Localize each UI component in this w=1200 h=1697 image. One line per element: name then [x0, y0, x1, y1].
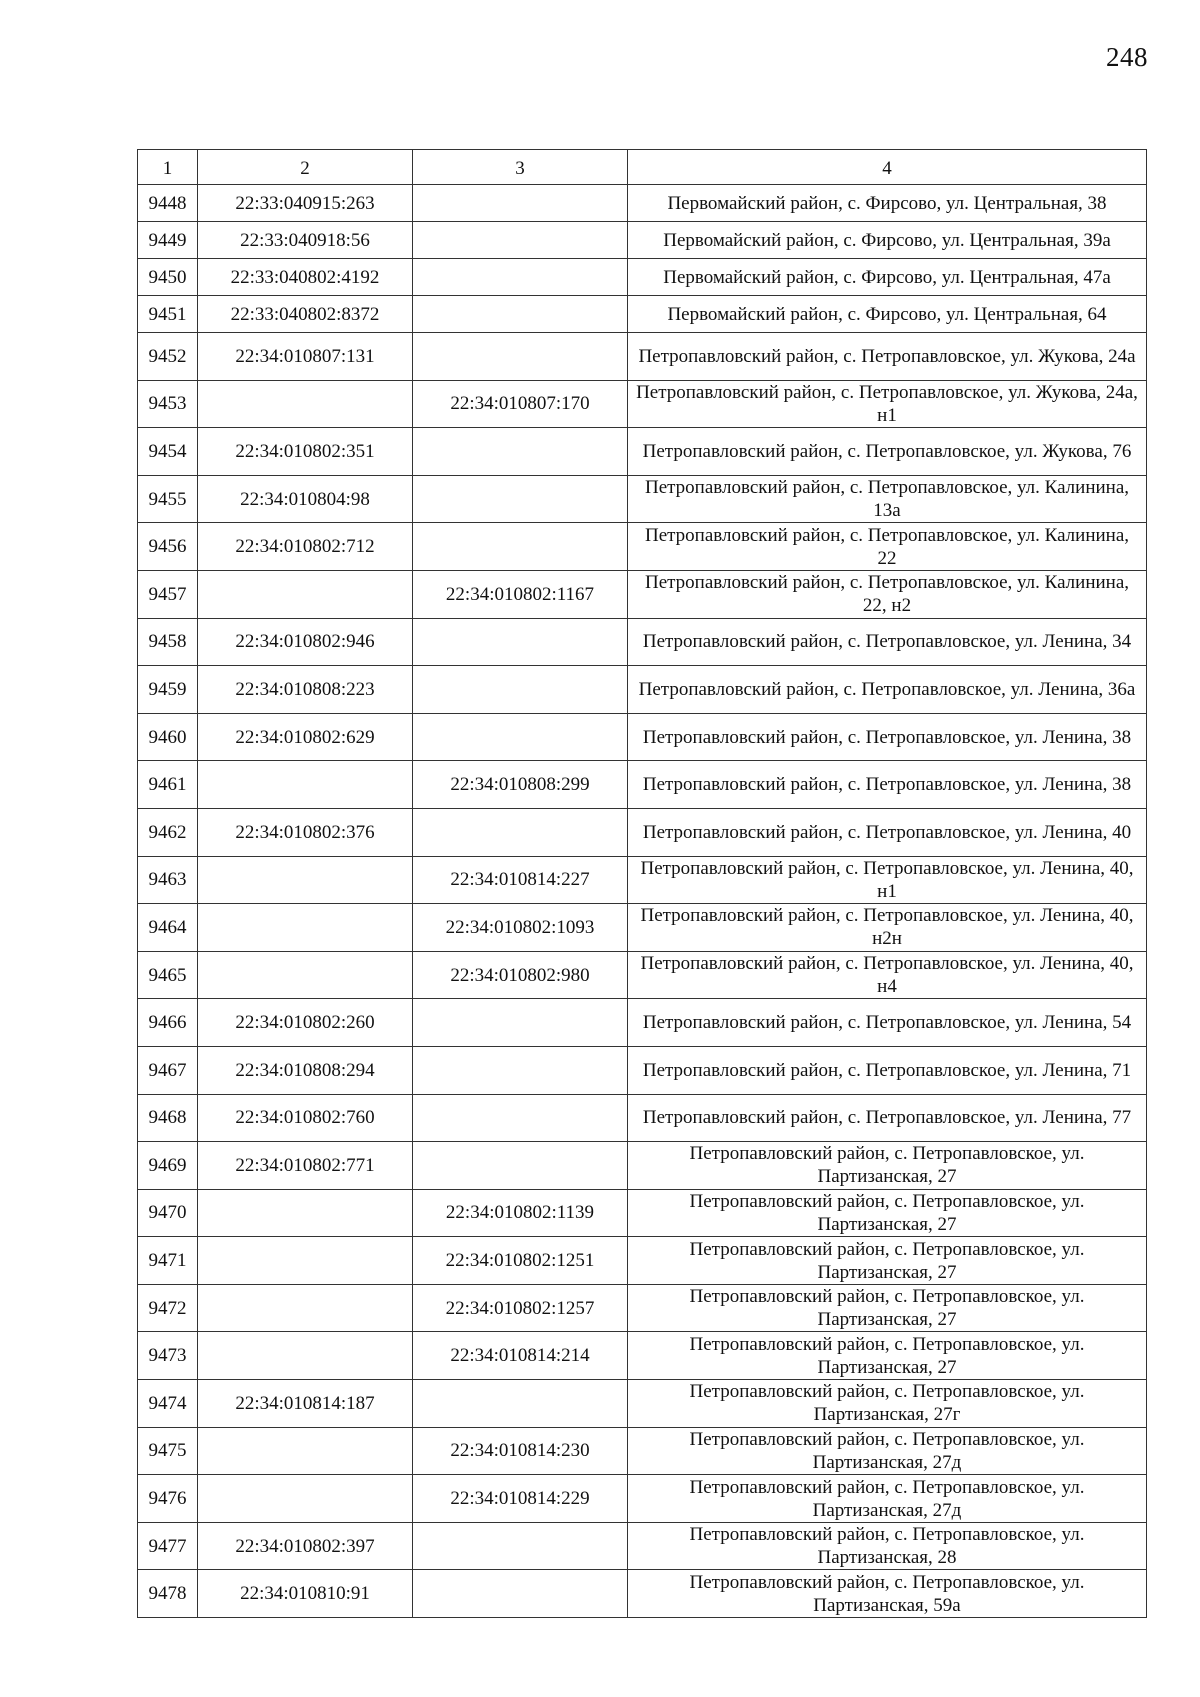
- table-row: [138, 333, 1147, 381]
- cadastral-number-cell: 22:34:010804:98: [198, 475, 413, 523]
- premises-cadastral-number-cell: 22:34:010802:1251: [413, 1237, 628, 1285]
- table-row: [138, 380, 1147, 428]
- table-row: [138, 1380, 1147, 1428]
- page-number: 248: [1106, 42, 1148, 72]
- address-cell: Петропавловский район, с. Петропавловское, ул. Партизанская, 27: [628, 1189, 1147, 1237]
- table-row: [138, 475, 1147, 523]
- table-row: [138, 904, 1147, 952]
- premises-cadastral-number-cell: [413, 666, 628, 714]
- cadastral-number-cell: [198, 761, 413, 809]
- address-cell: Петропавловский район, с. Петропавловское, ул. Партизанская, 59а: [628, 1570, 1147, 1618]
- address-cell: Петропавловский район, с. Петропавловское, ул. Ленина, 40, н1: [628, 856, 1147, 904]
- table-row: [138, 856, 1147, 904]
- address-cell: Петропавловский район, с. Петропавловское, ул. Партизанская, 27г: [628, 1380, 1147, 1428]
- header-col-3: 3: [413, 150, 628, 185]
- premises-cadastral-number-cell: 22:34:010802:1093: [413, 904, 628, 952]
- cadastral-number-cell: [198, 570, 413, 618]
- cadastral-number-cell: 22:34:010802:376: [198, 808, 413, 856]
- cadastral-number-cell: [198, 1475, 413, 1523]
- cadastral-number-cell: 22:34:010802:760: [198, 1094, 413, 1142]
- row-number-cell: 9469: [138, 1142, 198, 1190]
- row-number-cell: 9451: [138, 296, 198, 333]
- row-number-cell: 9467: [138, 1046, 198, 1094]
- address-cell: Петропавловский район, с. Петропавловское, ул. Партизанская, 27: [628, 1332, 1147, 1380]
- address-cell: Первомайский район, с. Фирсово, ул. Центральная, 39а: [628, 222, 1147, 259]
- cadastral-number-cell: [198, 380, 413, 428]
- table-row: [138, 1332, 1147, 1380]
- premises-cadastral-number-cell: [413, 1522, 628, 1570]
- cadastral-number-cell: 22:34:010802:397: [198, 1522, 413, 1570]
- cadastral-number-cell: 22:34:010802:260: [198, 999, 413, 1047]
- table-row: [138, 185, 1147, 222]
- address-cell: Петропавловский район, с. Петропавловское, ул. Калинина, 22, н2: [628, 570, 1147, 618]
- address-cell: Петропавловский район, с. Петропавловское, ул. Ленина, 34: [628, 618, 1147, 666]
- cadastral-number-cell: [198, 1427, 413, 1475]
- premises-cadastral-number-cell: [413, 222, 628, 259]
- address-cell: Петропавловский район, с. Петропавловское, ул. Ленина, 40, н4: [628, 951, 1147, 999]
- table-row: [138, 666, 1147, 714]
- row-number-cell: 9473: [138, 1332, 198, 1380]
- row-number-cell: 9471: [138, 1237, 198, 1285]
- header-col-2: 2: [198, 150, 413, 185]
- address-cell: Петропавловский район, с. Петропавловское, ул. Калинина, 22: [628, 523, 1147, 571]
- cadastral-number-cell: 22:34:010802:712: [198, 523, 413, 571]
- premises-cadastral-number-cell: [413, 475, 628, 523]
- premises-cadastral-number-cell: 22:34:010814:230: [413, 1427, 628, 1475]
- premises-cadastral-number-cell: 22:34:010802:980: [413, 951, 628, 999]
- row-number-cell: 9461: [138, 761, 198, 809]
- cadastral-number-cell: 22:34:010802:351: [198, 428, 413, 476]
- cadastral-number-cell: 22:34:010810:91: [198, 1570, 413, 1618]
- row-number-cell: 9454: [138, 428, 198, 476]
- address-cell: Петропавловский район, с. Петропавловское, ул. Партизанская, 27: [628, 1142, 1147, 1190]
- table-row: [138, 951, 1147, 999]
- address-cell: Петропавловский район, с. Петропавловское, ул. Ленина, 38: [628, 713, 1147, 761]
- cadastral-number-cell: [198, 1284, 413, 1332]
- cadastral-number-cell: 22:34:010802:771: [198, 1142, 413, 1190]
- cadastral-number-cell: [198, 904, 413, 952]
- cadastral-number-cell: 22:34:010814:187: [198, 1380, 413, 1428]
- premises-cadastral-number-cell: 22:34:010802:1139: [413, 1189, 628, 1237]
- row-number-cell: 9470: [138, 1189, 198, 1237]
- premises-cadastral-number-cell: [413, 523, 628, 571]
- premises-cadastral-number-cell: [413, 808, 628, 856]
- premises-cadastral-number-cell: 22:34:010808:299: [413, 761, 628, 809]
- row-number-cell: 9456: [138, 523, 198, 571]
- table-row: [138, 1046, 1147, 1094]
- address-cell: Петропавловский район, с. Петропавловское, ул. Жукова, 24а, н1: [628, 380, 1147, 428]
- address-cell: Петропавловский район, с. Петропавловское, ул. Ленина, 54: [628, 999, 1147, 1047]
- header-col-4: 4: [628, 150, 1147, 185]
- premises-cadastral-number-cell: [413, 1380, 628, 1428]
- table-row: [138, 1475, 1147, 1523]
- row-number-cell: 9462: [138, 808, 198, 856]
- cadastral-number-cell: 22:34:010808:223: [198, 666, 413, 714]
- premises-cadastral-number-cell: [413, 999, 628, 1047]
- address-cell: Петропавловский район, с. Петропавловское, ул. Ленина, 36а: [628, 666, 1147, 714]
- row-number-cell: 9468: [138, 1094, 198, 1142]
- cadastral-number-cell: 22:33:040802:8372: [198, 296, 413, 333]
- premises-cadastral-number-cell: 22:34:010814:227: [413, 856, 628, 904]
- premises-cadastral-number-cell: [413, 1570, 628, 1618]
- row-number-cell: 9448: [138, 185, 198, 222]
- premises-cadastral-number-cell: [413, 713, 628, 761]
- row-number-cell: 9460: [138, 713, 198, 761]
- premises-cadastral-number-cell: [413, 1142, 628, 1190]
- table-row: [138, 523, 1147, 571]
- header-col-1: 1: [138, 150, 198, 185]
- premises-cadastral-number-cell: [413, 1046, 628, 1094]
- premises-cadastral-number-cell: 22:34:010807:170: [413, 380, 628, 428]
- premises-cadastral-number-cell: [413, 185, 628, 222]
- cadastral-number-cell: [198, 856, 413, 904]
- table-row: [138, 428, 1147, 476]
- cadastral-number-cell: 22:33:040918:56: [198, 222, 413, 259]
- cadastral-number-cell: 22:34:010802:629: [198, 713, 413, 761]
- address-cell: Петропавловский район, с. Петропавловское, ул. Партизанская, 28: [628, 1522, 1147, 1570]
- row-number-cell: 9464: [138, 904, 198, 952]
- premises-cadastral-number-cell: 22:34:010814:214: [413, 1332, 628, 1380]
- address-cell: Первомайский район, с. Фирсово, ул. Центральная, 47а: [628, 259, 1147, 296]
- premises-cadastral-number-cell: [413, 428, 628, 476]
- table-row: [138, 570, 1147, 618]
- cadastral-number-cell: 22:34:010808:294: [198, 1046, 413, 1094]
- row-number-cell: 9477: [138, 1522, 198, 1570]
- cadastral-number-cell: 22:33:040915:263: [198, 185, 413, 222]
- premises-cadastral-number-cell: 22:34:010802:1167: [413, 570, 628, 618]
- cadastral-number-cell: 22:34:010802:946: [198, 618, 413, 666]
- address-cell: Петропавловский район, с. Петропавловское, ул. Партизанская, 27: [628, 1237, 1147, 1285]
- row-number-cell: 9476: [138, 1475, 198, 1523]
- registry-table: [137, 149, 1147, 1618]
- address-cell: Петропавловский район, с. Петропавловское, ул. Калинина, 13а: [628, 475, 1147, 523]
- row-number-cell: 9453: [138, 380, 198, 428]
- table-row: [138, 1094, 1147, 1142]
- row-number-cell: 9475: [138, 1427, 198, 1475]
- address-cell: Петропавловский район, с. Петропавловское, ул. Ленина, 71: [628, 1046, 1147, 1094]
- row-number-cell: 9455: [138, 475, 198, 523]
- row-number-cell: 9472: [138, 1284, 198, 1332]
- address-cell: Петропавловский район, с. Петропавловское, ул. Ленина, 38: [628, 761, 1147, 809]
- address-cell: Петропавловский район, с. Петропавловское, ул. Ленина, 40: [628, 808, 1147, 856]
- address-cell: Петропавловский район, с. Петропавловское, ул. Жукова, 76: [628, 428, 1147, 476]
- premises-cadastral-number-cell: [413, 259, 628, 296]
- cadastral-number-cell: 22:34:010807:131: [198, 333, 413, 381]
- table-row: [138, 1570, 1147, 1618]
- address-cell: Первомайский район, с. Фирсово, ул. Центральная, 64: [628, 296, 1147, 333]
- cadastral-number-cell: [198, 951, 413, 999]
- row-number-cell: 9474: [138, 1380, 198, 1428]
- table-row: [138, 761, 1147, 809]
- table-row: [138, 1427, 1147, 1475]
- table-row: [138, 222, 1147, 259]
- table-row: [138, 259, 1147, 296]
- row-number-cell: 9449: [138, 222, 198, 259]
- address-cell: Первомайский район, с. Фирсово, ул. Центральная, 38: [628, 185, 1147, 222]
- row-number-cell: 9457: [138, 570, 198, 618]
- cadastral-number-cell: 22:33:040802:4192: [198, 259, 413, 296]
- address-cell: Петропавловский район, с. Петропавловское, ул. Партизанская, 27д: [628, 1427, 1147, 1475]
- table-row: [138, 618, 1147, 666]
- row-number-cell: 9452: [138, 333, 198, 381]
- premises-cadastral-number-cell: [413, 1094, 628, 1142]
- table-body: [138, 185, 1147, 1618]
- premises-cadastral-number-cell: 22:34:010814:229: [413, 1475, 628, 1523]
- table-row: [138, 1284, 1147, 1332]
- table-row: [138, 713, 1147, 761]
- premises-cadastral-number-cell: [413, 333, 628, 381]
- table-row: [138, 1142, 1147, 1190]
- cadastral-number-cell: [198, 1189, 413, 1237]
- address-cell: Петропавловский район, с. Петропавловское, ул. Жукова, 24а: [628, 333, 1147, 381]
- cadastral-number-cell: [198, 1237, 413, 1285]
- table-row: [138, 808, 1147, 856]
- row-number-cell: 9459: [138, 666, 198, 714]
- premises-cadastral-number-cell: 22:34:010802:1257: [413, 1284, 628, 1332]
- premises-cadastral-number-cell: [413, 618, 628, 666]
- table-row: [138, 1522, 1147, 1570]
- table-row: [138, 999, 1147, 1047]
- row-number-cell: 9463: [138, 856, 198, 904]
- table-row: [138, 1189, 1147, 1237]
- row-number-cell: 9465: [138, 951, 198, 999]
- table-row: [138, 296, 1147, 333]
- row-number-cell: 9466: [138, 999, 198, 1047]
- cadastral-number-cell: [198, 1332, 413, 1380]
- address-cell: Петропавловский район, с. Петропавловское, ул. Партизанская, 27д: [628, 1475, 1147, 1523]
- address-cell: Петропавловский район, с. Петропавловское, ул. Ленина, 40, н2н: [628, 904, 1147, 952]
- row-number-cell: 9478: [138, 1570, 198, 1618]
- address-cell: Петропавловский район, с. Петропавловское, ул. Партизанская, 27: [628, 1284, 1147, 1332]
- table-row: [138, 1237, 1147, 1285]
- table-header: [138, 150, 1147, 185]
- row-number-cell: 9450: [138, 259, 198, 296]
- premises-cadastral-number-cell: [413, 296, 628, 333]
- row-number-cell: 9458: [138, 618, 198, 666]
- address-cell: Петропавловский район, с. Петропавловское, ул. Ленина, 77: [628, 1094, 1147, 1142]
